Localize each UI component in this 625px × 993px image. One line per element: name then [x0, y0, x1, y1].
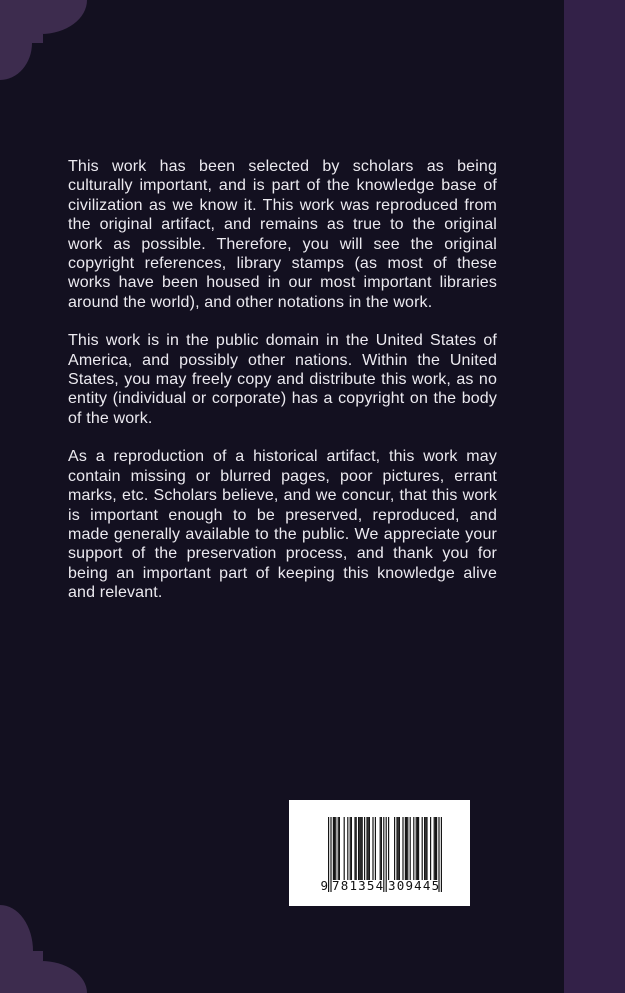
isbn-barcode: [289, 800, 470, 906]
right-accent-strip: [564, 0, 625, 993]
isbn-number: [317, 878, 445, 893]
ornament-petal-large-icon: [0, 961, 87, 993]
ornament-petal-small-icon: [0, 43, 32, 80]
paragraph-reproduction-disclaimer: As a reproduction of a historical artifact, this work may contain missing or blurred pages, poor pictures, errant marks, etc. Scholars believe, and we concur, that this work is important enough to be preserved, reproduced, and made generally available to the public. We appreciate your support of the preservation process, and thank you for being an important part of keeping this knowledge alive and relevant.: [68, 448, 497, 602]
ornament-petal-step-icon: [0, 951, 43, 961]
ornament-petal-large-icon: [0, 0, 87, 34]
barcode-symbol: [317, 817, 445, 893]
isbn-prefix-digit: 9: [320, 878, 328, 893]
isbn-group-1: 781354: [332, 878, 385, 893]
reproduction-notice: [68, 157, 497, 603]
ornament-petal-step-icon: [0, 34, 43, 43]
paragraph-selected-by-scholars: This work has been selected by scholars as being culturally important, and is part of the knowledge base of civilization as we know it. This work was reproduced from the original artifact, and remains as true to the original work as possible. Therefore, you will see the original copyright references, library stamps (as most of these works have been housed in our most important libraries around the world), and other notations in the work.: [68, 158, 497, 311]
ornament-petal-small-icon: [0, 905, 33, 951]
isbn-group-2: 309445: [388, 878, 441, 893]
paragraph-public-domain: This work is in the public domain in the United States of America, and possibly other nations. Within the United States, you may freely copy and distribute this work, as no entity (individual or corporate) has a copyright on the body of the work.: [68, 332, 497, 427]
